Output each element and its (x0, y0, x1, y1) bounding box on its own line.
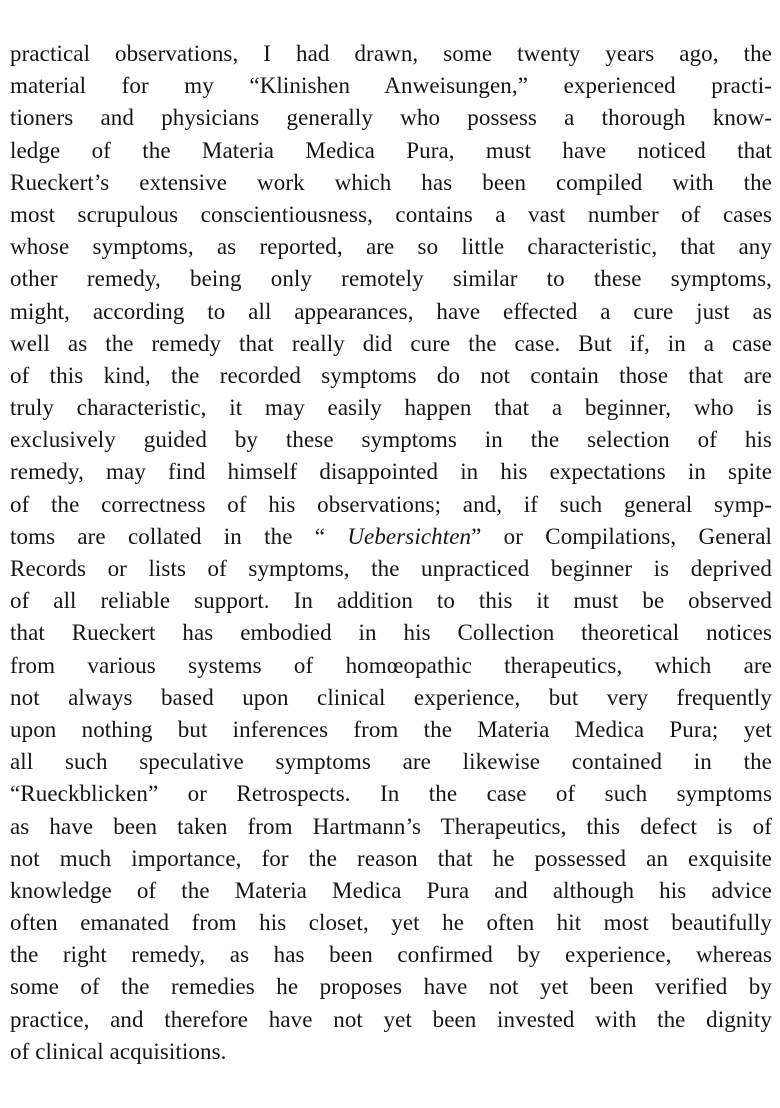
text-line: material for my “Klinishen Anweisungen,” experienced practi- (10, 73, 772, 99)
text-line: truly characteristic, it may easily happen that a beginner, who is (10, 395, 772, 421)
text-line: not always based upon clinical experience, but very frequently (10, 684, 772, 710)
text-line: ledge of the Materia Medica Pura, must have noticed that (10, 137, 772, 163)
text-segment: toms are collated in the “ (10, 523, 348, 549)
text-line: the right remedy, as has been confirmed by experience, whereas (10, 942, 772, 968)
text-line: might, according to all appearances, have effected a cure just as (10, 298, 772, 324)
text-line: Records or lists of symptoms, the unpracticed beginner is deprived (10, 556, 772, 581)
italic-title: Uebersichten (347, 523, 472, 549)
body-paragraph (10, 38, 772, 1068)
text-line: often emanated from his closet, yet he often hit most beautifully (10, 910, 772, 936)
text-line: some of the remedies he proposes have not yet been verified by (10, 974, 772, 1000)
text-line: of the correctness of his observations; and, if such general symp- (10, 491, 772, 517)
text-line: of all reliable support. In addition to this it must be observed (10, 588, 772, 614)
text-line: upon nothing but inferences from the Materia Medica Pura; yet (10, 716, 772, 742)
text-line: remedy, may find himself disappointed in his expectations in spite (10, 459, 772, 485)
text-segment: ” or Compilations, General (471, 523, 772, 549)
text-line: that Rueckert has embodied in his Collection theoretical notices (10, 620, 772, 646)
text-line: practice, and therefore have not yet been invested with the dignity (10, 1006, 772, 1032)
text-line: whose symptoms, as reported, are so little characteristic, that any (10, 234, 772, 260)
book-page (10, 38, 772, 1068)
text-line: from various systems of homœopathic therapeutics, which are (10, 652, 772, 678)
text-line-with-italic (10, 521, 772, 553)
text-line: other remedy, being only remotely similar to these symptoms, (10, 266, 772, 292)
text-line: knowledge of the Materia Medica Pura and although his advice (10, 877, 772, 903)
text-line: of clinical acquisitions. (10, 1038, 227, 1064)
text-line: as have been taken from Hartmann’s Therapeutics, this defect is of (10, 813, 772, 839)
text-line: well as the remedy that really did cure the case. But if, in a case (10, 330, 772, 356)
text-line: tioners and physicians generally who possess a thorough know- (10, 105, 772, 131)
text-line: of this kind, the recorded symptoms do not contain those that are (10, 362, 772, 388)
text-line: most scrupulous conscientiousness, contains a vast number of cases (10, 201, 772, 227)
text-line: not much importance, for the reason that he possessed an exquisite (10, 845, 772, 871)
text-line: Rueckert’s extensive work which has been compiled with the (10, 169, 772, 195)
text-line: all such speculative symptoms are likewise contained in the (10, 749, 772, 775)
text-line: exclusively guided by these symptoms in the selection of his (10, 427, 772, 453)
text-line: practical observations, I had drawn, some twenty years ago, the (10, 41, 772, 66)
text-line: “Rueckblicken” or Retrospects. In the case of such symptoms (10, 781, 772, 807)
